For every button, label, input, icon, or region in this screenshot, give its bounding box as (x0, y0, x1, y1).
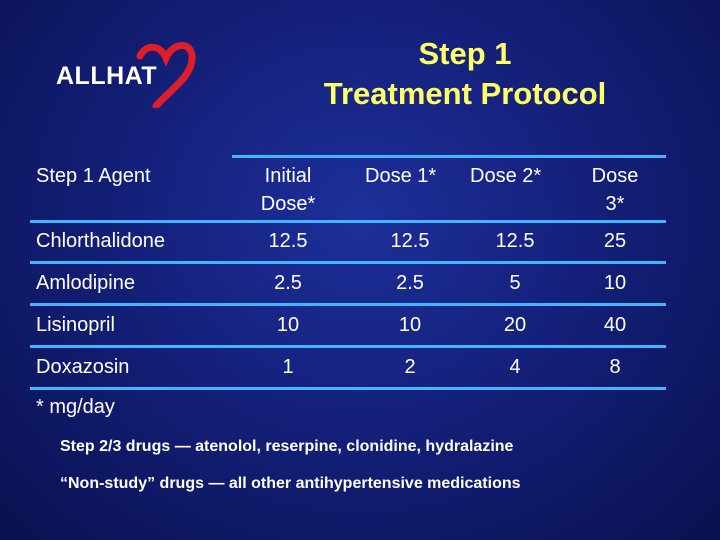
dose-2: 20 (503, 314, 527, 336)
slide-title (290, 34, 640, 114)
allhat-logo (52, 38, 222, 118)
agent-name: Chlorthalidone (36, 230, 165, 252)
agent-name: Amlodipine (36, 272, 135, 294)
title-line-1: Step 1 (418, 36, 512, 71)
table-rule (30, 345, 666, 348)
initial-dose: 1 (282, 356, 294, 378)
dose-3: 8 (609, 356, 621, 378)
initial-dose: 10 (276, 314, 300, 336)
header-dose-2: Dose 2* (470, 165, 542, 187)
agent-name: Lisinopril (36, 314, 115, 336)
table-rule (30, 220, 666, 223)
table-rule (30, 261, 666, 264)
dose-1: 12.5 (390, 230, 430, 252)
dose-1: 2 (404, 356, 416, 378)
initial-dose: 12.5 (268, 230, 308, 252)
dose-3: 25 (603, 230, 627, 252)
footnote: * mg/day (36, 396, 115, 418)
agent-name: Doxazosin (36, 356, 130, 378)
dose-1: 2.5 (396, 272, 424, 294)
table-rule (30, 387, 666, 390)
note-non-study: “Non-study” drugs — all other antihypertensive medications (60, 475, 521, 492)
dose-2: 5 (509, 272, 521, 294)
header-dose-3: Dose 3* (591, 165, 639, 215)
dose-2: 12.5 (495, 230, 535, 252)
dose-3: 10 (603, 272, 627, 294)
note-step-2-3: Step 2/3 drugs — atenolol, reserpine, clonidine, hydralazine (60, 438, 514, 455)
dose-3: 40 (603, 314, 627, 336)
initial-dose: 2.5 (274, 272, 302, 294)
dose-2: 4 (509, 356, 521, 378)
header-dose-1: Dose 1* (365, 165, 437, 187)
header-agent: Step 1 Agent (36, 165, 151, 187)
title-line-2: Treatment Protocol (323, 76, 607, 111)
header-initial-dose: Initial Dose* (260, 165, 316, 215)
logo-text: ALLHAT (56, 62, 158, 90)
dose-1: 10 (398, 314, 422, 336)
header-rule (232, 155, 666, 158)
table-rule (30, 303, 666, 306)
